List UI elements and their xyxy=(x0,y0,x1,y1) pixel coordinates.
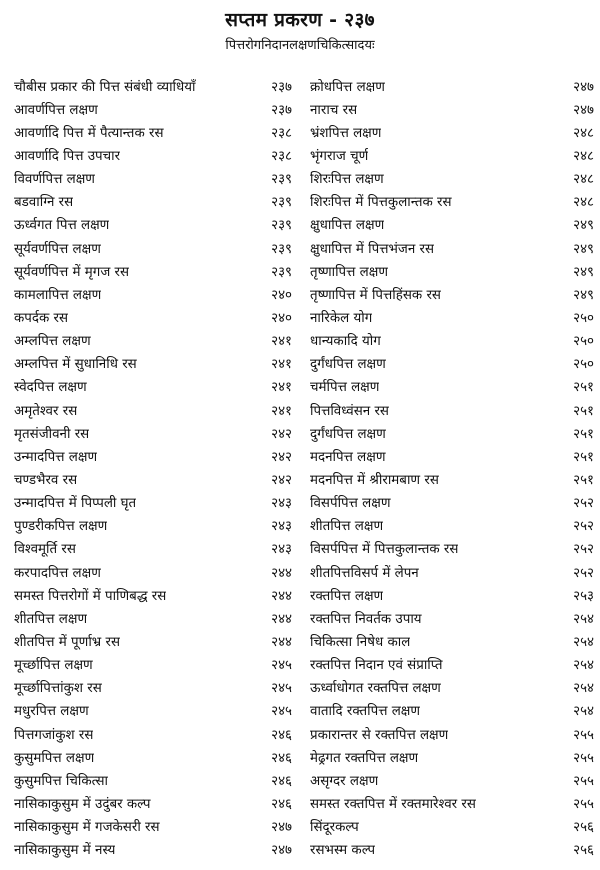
entry-page-number: २३९ xyxy=(271,195,292,211)
entry-title: रक्तपित्त निवर्तक उपाय xyxy=(310,611,422,627)
entry-title: ऊर्ध्वाधोगत रक्तपित्त लक्षण xyxy=(310,681,441,697)
entry-title: आवर्णपित्त लक्षण xyxy=(14,102,98,118)
entry-title: शिरःपित्त लक्षण xyxy=(310,172,384,188)
entry-page-number: २४१ xyxy=(271,357,292,373)
contents-entry xyxy=(14,282,292,305)
entry-title: चण्डभैरव रस xyxy=(14,472,78,488)
contents-entry xyxy=(310,444,594,467)
entry-page-number: २४७ xyxy=(271,843,292,859)
entry-title: भ्रंशपित्त लक्षण xyxy=(310,125,382,141)
right-contents-column xyxy=(310,74,594,861)
entry-title: चिकित्सा निषेध काल xyxy=(310,634,411,650)
entry-title: सूर्यवर्णपित्त लक्षण xyxy=(14,241,101,257)
entry-page-number: २४२ xyxy=(271,472,292,488)
entry-page-number: २३७ xyxy=(271,79,292,95)
entry-title: नारिकेल योग xyxy=(310,310,373,326)
entry-page-number: २४० xyxy=(271,287,292,303)
contents-entry xyxy=(310,190,594,213)
entry-page-number: २५५ xyxy=(573,750,594,766)
entry-page-number: २४६ xyxy=(271,796,292,812)
entry-page-number: २४० xyxy=(271,310,292,326)
entry-page-number: २५१ xyxy=(573,380,594,396)
entry-title: पित्तगजांकुश रस xyxy=(14,727,94,743)
entry-page-number: २५५ xyxy=(573,727,594,743)
entry-title: आवर्णादि पित्त में पैत्यान्तक रस xyxy=(14,125,164,141)
entry-title: धान्यकादि योग xyxy=(310,334,381,350)
entry-title: नासिकाकुसुम में नस्य xyxy=(14,843,116,859)
entry-title: कामलापित्त लक्षण xyxy=(14,287,102,303)
entry-title: सिंदूरकल्प xyxy=(310,820,359,836)
contents-entry xyxy=(310,467,594,490)
contents-entry xyxy=(310,653,594,676)
chapter-title: सप्तम प्रकरण - २३७ xyxy=(225,9,375,31)
entry-page-number: २४९ xyxy=(573,264,594,280)
entry-page-number: २४८ xyxy=(573,148,594,164)
entry-title: रक्तपित्त लक्षण xyxy=(310,588,384,604)
contents-entry xyxy=(14,560,292,583)
entry-page-number: २४३ xyxy=(271,542,292,558)
contents-entry xyxy=(310,768,594,791)
contents-entry xyxy=(14,97,292,120)
contents-entry xyxy=(14,352,292,375)
entry-page-number: २४८ xyxy=(573,195,594,211)
contents-entry xyxy=(14,305,292,328)
contents-entry xyxy=(14,745,292,768)
contents-entry xyxy=(310,745,594,768)
entry-page-number: २४१ xyxy=(271,334,292,350)
entry-page-number: २४८ xyxy=(573,125,594,141)
contents-entry xyxy=(310,491,594,514)
entry-title: विसर्पपित्त लक्षण xyxy=(310,496,391,512)
entry-title: शिरःपित्त में पित्तकुलान्तक रस xyxy=(310,195,452,211)
contents-entry xyxy=(14,514,292,537)
contents-entry xyxy=(14,213,292,236)
entry-page-number: २५२ xyxy=(573,542,594,558)
contents-entry xyxy=(310,398,594,421)
contents-entry xyxy=(310,74,594,97)
contents-entry xyxy=(310,514,594,537)
entry-title: मृतसंजीवनी रस xyxy=(14,426,90,442)
contents-entry xyxy=(14,398,292,421)
contents-entry xyxy=(310,699,594,722)
chapter-header xyxy=(0,0,600,53)
entry-title: स्वेदपित्त लक्षण xyxy=(14,380,87,396)
contents-entry xyxy=(310,606,594,629)
left-contents-column xyxy=(14,74,292,861)
entry-title: मधुरपित्त लक्षण xyxy=(14,704,89,720)
contents-entry xyxy=(310,838,594,861)
contents-entry xyxy=(14,653,292,676)
entry-page-number: २४९ xyxy=(573,241,594,257)
entry-title: दुर्गंधपित्त लक्षण xyxy=(310,357,386,373)
entry-page-number: २५० xyxy=(573,334,594,350)
contents-entry xyxy=(310,791,594,814)
entry-title: नासिकाकुसुम में उदुंबर कल्प xyxy=(14,796,151,812)
entry-title: करपादपित्त लक्षण xyxy=(14,565,101,581)
entry-page-number: २४२ xyxy=(271,449,292,465)
entry-title: तृष्णापित्त लक्षण xyxy=(310,264,389,280)
entry-page-number: २४४ xyxy=(271,611,292,627)
entry-title: समस्त रक्तपित्त में रक्तमारेश्वर रस xyxy=(310,796,476,812)
entry-title: विसर्पपित्त में पित्तकुलान्तक रस xyxy=(310,542,459,558)
entry-title: वातादि रक्तपित्त लक्षण xyxy=(310,704,421,720)
entry-title: कुसुमपित्त चिकित्सा xyxy=(14,773,108,789)
entry-title: कपर्दक रस xyxy=(14,310,69,326)
entry-page-number: २४४ xyxy=(271,588,292,604)
entry-title: सूर्यवर्णपित्त में मृगज रस xyxy=(14,264,130,280)
contents-entry xyxy=(310,259,594,282)
entry-page-number: २४७ xyxy=(573,79,594,95)
entry-page-number: २५२ xyxy=(573,519,594,535)
entry-page-number: २५० xyxy=(573,357,594,373)
entry-title: ऊर्ध्वगत पित्त लक्षण xyxy=(14,218,110,234)
entry-page-number: २४९ xyxy=(573,218,594,234)
entry-page-number: २३९ xyxy=(271,264,292,280)
contents-entry xyxy=(14,606,292,629)
entry-title: प्रकारान्तर से रक्तपित्त लक्षण xyxy=(310,727,449,743)
contents-entry xyxy=(14,676,292,699)
contents-entry xyxy=(14,467,292,490)
entry-page-number: २४७ xyxy=(573,102,594,118)
contents-entry xyxy=(310,282,594,305)
contents-entry xyxy=(14,375,292,398)
entry-title: भृंगराज चूर्ण xyxy=(310,148,369,164)
entry-page-number: २४४ xyxy=(271,634,292,650)
contents-entry xyxy=(310,352,594,375)
entry-page-number: २४८ xyxy=(573,172,594,188)
contents-entry xyxy=(14,838,292,861)
entry-title: तृष्णापित्त में पित्तहिंसक रस xyxy=(310,287,441,303)
contents-entry xyxy=(14,722,292,745)
entry-title: चौबीस प्रकार की पित्त संबंधी व्याधियाँ xyxy=(14,79,196,95)
entry-page-number: २५५ xyxy=(573,796,594,812)
entry-page-number: २३८ xyxy=(271,148,292,164)
contents-entry xyxy=(14,791,292,814)
entry-page-number: २४५ xyxy=(271,704,292,720)
entry-page-number: २४९ xyxy=(573,287,594,303)
entry-page-number: २३९ xyxy=(271,218,292,234)
entry-page-number: २५१ xyxy=(573,403,594,419)
contents-entry xyxy=(14,329,292,352)
contents-entry xyxy=(310,236,594,259)
contents-entry xyxy=(310,143,594,166)
entry-title: क्रोधपित्त लक्षण xyxy=(310,79,385,95)
entry-title: आवर्णादि पित्त उपचार xyxy=(14,148,121,164)
entry-title: उन्मादपित्त में पिप्पली घृत xyxy=(14,496,137,512)
contents-entry xyxy=(14,236,292,259)
entry-title: शीतपित्त लक्षण xyxy=(14,611,88,627)
entry-page-number: २५१ xyxy=(573,472,594,488)
contents-entry xyxy=(310,213,594,236)
contents-entry xyxy=(14,143,292,166)
entry-title: समस्त पित्तरोगों में पाणिबद्ध रस xyxy=(14,588,167,604)
entry-title: पित्तविध्वंसन रस xyxy=(310,403,389,419)
entry-title: पुण्डरीकपित्त लक्षण xyxy=(14,519,108,535)
contents-entry xyxy=(14,259,292,282)
entry-page-number: २५३ xyxy=(573,588,594,604)
entry-title: शीतपित्त में पूर्णाभ्र रस xyxy=(14,634,121,650)
entry-page-number: २५४ xyxy=(573,704,594,720)
entry-title: मेढ्रगत रक्तपित्त लक्षण xyxy=(310,750,419,766)
entry-page-number: २५१ xyxy=(573,426,594,442)
contents-entry xyxy=(14,444,292,467)
entry-title: अम्लपित्त में सुधानिधि रस xyxy=(14,357,137,373)
contents-entry xyxy=(310,722,594,745)
entry-page-number: २४३ xyxy=(271,519,292,535)
entry-title: असृग्दर लक्षण xyxy=(310,773,379,789)
contents-entry xyxy=(310,167,594,190)
entry-title: क्षुधापित्त लक्षण xyxy=(310,218,385,234)
entry-page-number: २५० xyxy=(573,310,594,326)
contents-entry xyxy=(310,537,594,560)
chapter-subtitle: पित्तरोगनिदानलक्षणचिकित्सादयः xyxy=(225,38,375,53)
entry-title: अमृतेश्वर रस xyxy=(14,403,78,419)
entry-page-number: २३९ xyxy=(271,172,292,188)
entry-page-number: २५४ xyxy=(573,658,594,674)
entry-title: क्षुधापित्त में पित्तभंजन रस xyxy=(310,241,435,257)
entry-title: मूर्च्छापित्त लक्षण xyxy=(14,658,93,674)
entry-title: नासिकाकुसुम में गजकेसरी रस xyxy=(14,820,160,836)
entry-title: कुसुमपित्त लक्षण xyxy=(14,750,95,766)
entry-title: चर्मपित्त लक्षण xyxy=(310,380,380,396)
entry-page-number: २५२ xyxy=(573,496,594,512)
entry-page-number: २४५ xyxy=(271,658,292,674)
contents-entry xyxy=(14,699,292,722)
entry-page-number: २४२ xyxy=(271,426,292,442)
entry-page-number: २४७ xyxy=(271,820,292,836)
contents-entry xyxy=(14,167,292,190)
contents-entry xyxy=(310,375,594,398)
contents-entry xyxy=(310,329,594,352)
entry-page-number: २४६ xyxy=(271,773,292,789)
entry-title: विवर्णपित्त लक्षण xyxy=(14,172,95,188)
entry-page-number: २४१ xyxy=(271,380,292,396)
entry-page-number: २३७ xyxy=(271,102,292,118)
contents-entry xyxy=(310,97,594,120)
entry-title: शीतपित्त लक्षण xyxy=(310,519,384,535)
contents-entry xyxy=(14,583,292,606)
entry-page-number: २५६ xyxy=(573,820,594,836)
contents-entry xyxy=(310,676,594,699)
entry-page-number: २४५ xyxy=(271,681,292,697)
entry-page-number: २५६ xyxy=(573,843,594,859)
contents-entry xyxy=(310,815,594,838)
entry-page-number: २५४ xyxy=(573,681,594,697)
contents-entry xyxy=(310,305,594,328)
entry-title: दुर्गंधपित्त लक्षण xyxy=(310,426,386,442)
entry-title: रसभस्म कल्प xyxy=(310,843,376,859)
entry-title: रक्तपित्त निदान एवं संप्राप्ति xyxy=(310,658,443,674)
entry-title: विश्वमूर्ति रस xyxy=(14,542,76,558)
entry-page-number: २४६ xyxy=(271,750,292,766)
contents-entry xyxy=(14,768,292,791)
entry-page-number: २४१ xyxy=(271,403,292,419)
entry-title: मदनपित्त लक्षण xyxy=(310,449,386,465)
entry-page-number: २५१ xyxy=(573,449,594,465)
contents-entry xyxy=(310,583,594,606)
entry-title: अम्लपित्त लक्षण xyxy=(14,334,91,350)
entry-title: बडवाग्नि रस xyxy=(14,195,74,211)
entry-page-number: २४४ xyxy=(271,565,292,581)
entry-title: नाराच रस xyxy=(310,102,358,118)
contents-entry xyxy=(14,629,292,652)
entry-title: उन्मादपित्त लक्षण xyxy=(14,449,98,465)
contents-entry xyxy=(310,560,594,583)
contents-entry xyxy=(310,421,594,444)
entry-page-number: २३८ xyxy=(271,125,292,141)
contents-entry xyxy=(14,74,292,97)
entry-title: शीतपित्तविसर्प में लेपन xyxy=(310,565,419,581)
entry-page-number: २५४ xyxy=(573,634,594,650)
entry-page-number: २५४ xyxy=(573,611,594,627)
contents-entry xyxy=(14,537,292,560)
contents-entry xyxy=(14,120,292,143)
contents-entry xyxy=(14,815,292,838)
entry-title: मूर्च्छापित्तांकुश रस xyxy=(14,681,102,697)
entry-title: मदनपित्त में श्रीरामबाण रस xyxy=(310,472,439,488)
entry-page-number: २४६ xyxy=(271,727,292,743)
entry-page-number: २५२ xyxy=(573,565,594,581)
entry-page-number: २३९ xyxy=(271,241,292,257)
entry-page-number: २४३ xyxy=(271,496,292,512)
entry-page-number: २५५ xyxy=(573,773,594,789)
contents-entry xyxy=(310,629,594,652)
contents-entry xyxy=(310,120,594,143)
contents-entry xyxy=(14,190,292,213)
contents-entry xyxy=(14,421,292,444)
contents-entry xyxy=(14,491,292,514)
